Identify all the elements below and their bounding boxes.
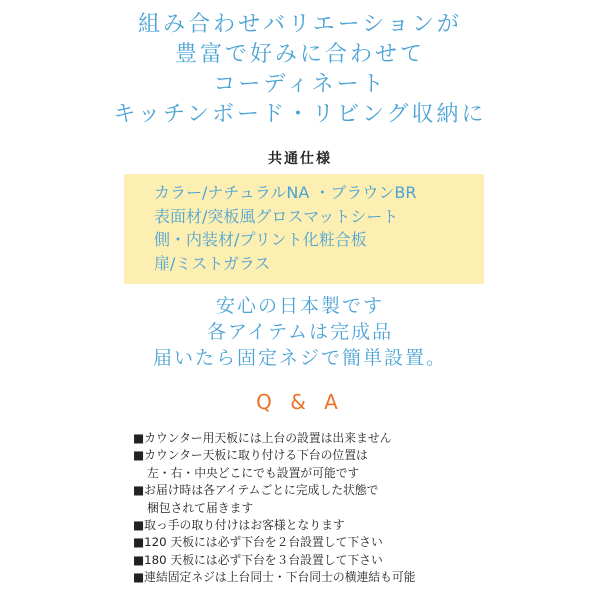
spec-line: カラー/ナチュラルNA ・ブラウンBR (154, 183, 417, 202)
qa-item-continuation: 梱包されて届きます (147, 500, 254, 515)
intro-line: コーディネート (213, 72, 387, 97)
qa-title: Q & A (256, 390, 344, 414)
made-line: 届いたら固定ネジで簡単設置。 (152, 347, 447, 369)
intro-line: 豊富で好みに合わせて (174, 42, 425, 67)
spec-line: 表面材/突板風グロスマットシート (154, 206, 399, 226)
made-line: 各アイテムは完成品 (206, 321, 394, 343)
spec-box (124, 174, 484, 284)
qa-item: ■120 天板には必ず下台を２台設置して下さい (133, 535, 383, 550)
qa-item: ■連結固定ネジは上台同士・下台同士の横連結も可能 (133, 570, 416, 585)
spec-line: 扉/ミストガラス (154, 253, 271, 273)
qa-item: ■カウンター天板に取り付ける下台の位置は (133, 448, 368, 463)
qa-item: ■取っ手の取り付けはお客様となります (133, 518, 345, 533)
qa-item: ■お届け時は各アイテムごとに完成した状態で (133, 483, 379, 498)
qa-item: ■180 天板には必ず下台を３台設置して下さい (133, 552, 383, 567)
qa-list (133, 430, 573, 587)
qa-item: ■カウンター用天板には上台の設置は出来ません (133, 431, 392, 445)
intro-line: キッチンボード・リビング収納に (113, 102, 487, 127)
spec-line: 側・内装材/プリント化粧合板 (154, 230, 367, 249)
made-line: 安心の日本製です (215, 295, 384, 317)
spec-heading: 共通仕様 (268, 151, 332, 167)
made-in-japan-text (0, 293, 600, 371)
intro-text (0, 10, 600, 130)
qa-item-continuation: 左・右・中央どこにでも設置が可能です (147, 465, 360, 480)
intro-line: 組み合わせバリエーションが (138, 12, 462, 37)
